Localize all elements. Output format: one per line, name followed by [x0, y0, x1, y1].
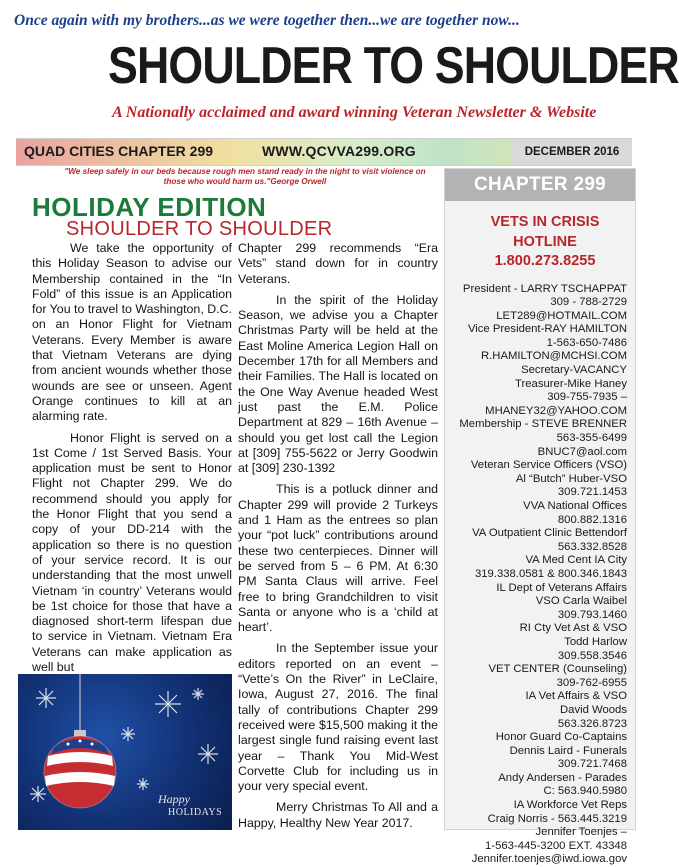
contact-line: LET289@HOTMAIL.COM	[445, 310, 627, 324]
masthead-title: SHOULDER TO SHOULDER	[108, 36, 564, 96]
contact-line: Todd Harlow	[445, 636, 627, 650]
paragraph: This is a potluck dinner and Chapter 299 will provide 2 Turkeys and 1 Ham as the entrees so plan your “pot luck” contributions around these two centerpieces. Dinner will be served from 5 – 6 PM. At 6:30 PM Santa Claus will arrive. Feel free to bring Grandchildren to visit Santa or anyone who is a ‘child at heart’.	[238, 482, 438, 635]
contact-line: C: 563.940.5980	[445, 785, 627, 799]
contact-line: VSO Carla Waibel	[445, 595, 627, 609]
contact-line: Andy Andersen - Parades	[445, 772, 627, 786]
contact-line: Jennifer Toenjes –	[445, 826, 627, 840]
chapter-banner	[16, 138, 632, 166]
subheadline: SHOULDER TO SHOULDER	[66, 218, 332, 241]
contact-line: Treasurer-Mike Haney	[445, 378, 627, 392]
masthead-subtitle: A Nationally acclaimed and award winning Veteran Newsletter & Website	[112, 104, 642, 122]
article-column-2	[238, 241, 438, 826]
paragraph: Merry Christmas To All and a Happy, Healthy New Year 2017.	[238, 800, 438, 831]
contact-line: RI Cty Vet Ast & VSO	[445, 622, 627, 636]
contact-line: 309-762-6955	[445, 677, 627, 691]
image-happy-text: Happy	[158, 792, 190, 807]
contact-line: 309.793.1460	[445, 609, 627, 623]
contact-line: 800.882.1316	[445, 514, 627, 528]
contact-line: 309.558.3546	[445, 650, 627, 664]
contact-line: President - LARRY TSCHAPPAT	[445, 283, 627, 297]
contact-line: IA Workforce Vet Reps	[445, 799, 627, 813]
crisis-line: HOTLINE	[455, 233, 635, 253]
contact-line: Veteran Service Officers (VSO)	[445, 459, 627, 473]
contact-list	[445, 283, 635, 867]
contact-line: IA Vet Affairs & VSO	[445, 690, 627, 704]
orwell-quote: "We sleep safely in our beds because rough men stand ready in the night to visit violence on those who would harm us."George Orwell	[60, 167, 430, 187]
paragraph: Chapter 299 recommends “Era Vets” stand down for in country Veterans.	[238, 241, 438, 287]
tagline: Once again with my brothers...as we were together then...we are together now...	[14, 12, 634, 30]
contact-line: VA Outpatient Clinic Bettendorf	[445, 527, 627, 541]
contact-line: 309.721.1453	[445, 486, 627, 500]
contact-line: BNUC7@aol.com	[445, 446, 627, 460]
contact-line: 309.721.7468	[445, 758, 627, 772]
contact-line: 319.338.0581 & 800.346.1843	[445, 568, 627, 582]
banner-chapter: QUAD CITIES CHAPTER 299	[24, 143, 213, 159]
banner-date: DECEMBER 2016	[512, 139, 632, 165]
crisis-line: VETS IN CRISIS	[455, 213, 635, 233]
contact-line: 1-563-445-3200 EXT. 43348	[445, 840, 627, 854]
paragraph: In the September issue your editors reported on an event – “Vette’s On the River” in LeClaire, Iowa, August 27, 2016. The final tally of contributions Chapter 299 received were $15,500 making it the largest single fund raising event last year – Thank You Mid-West Corvette Club for including us in your very special event.	[238, 641, 438, 794]
headline: HOLIDAY EDITION	[32, 192, 266, 223]
contact-line: Membership - STEVE BRENNER	[445, 418, 627, 432]
contact-line: 309-755-7935 –	[445, 391, 627, 405]
contact-line: 1-563-650-7486	[445, 337, 627, 351]
paragraph: We take the opportunity of this Holiday Season to advise our Membership contained in the “In Fold” of this issue is an Application for You to travel to Washington, D.C. on an Honor Flight for Vietnam Veterans. Every Member is aware that Vietnam Veterans are dying from ancient wounds whether those wounds are see or unseen. Agent Orange continues to kill at an alarming rate.	[32, 241, 232, 425]
contact-line: IL Dept of Veterans Affairs	[445, 582, 627, 596]
contact-line: Craig Norris - 563.445.3219	[445, 813, 627, 827]
contact-line: VA Med Cent IA City	[445, 554, 627, 568]
contact-line: R.HAMILTON@MCHSI.COM	[445, 350, 627, 364]
contact-line: 563-355-6499	[445, 432, 627, 446]
contact-line: 563.326.8723	[445, 718, 627, 732]
contact-line: 563.332.8528	[445, 541, 627, 555]
contact-line: VET CENTER (Counseling)	[445, 663, 627, 677]
sidebar-title: CHAPTER 299	[445, 169, 635, 201]
paragraph: Honor Flight is served on a 1st Come / 1st Served Basis. Your application must be sent to Honor Flight not Chapter 299. We do recommend should you apply for the Honor Flight that you send a copy of your DD-214 with the application so there is no question of your service record. It is our understanding that the most unwell Vietnam ‘in country’ Veterans would be 1st choice for those that have a diagnosed short-term lifespan due to service in Vietnam. Vietnam Era Veterans can make application as well but	[32, 431, 232, 676]
article-column-1	[32, 241, 232, 661]
happy-holidays-image	[18, 674, 232, 830]
contact-line: Dennis Laird - Funerals	[445, 745, 627, 759]
contact-line: VVA National Offices	[445, 500, 627, 514]
contact-line: MHANEY32@YAHOO.COM	[445, 405, 627, 419]
contact-line: Vice President-RAY HAMILTON	[445, 323, 627, 337]
crisis-hotline	[445, 213, 635, 272]
paragraph: In the spirit of the Holiday Season, we advise you a Chapter Christmas Party will be held at the East Moline America Legion Hall on December 17th for all Members and their Families. The Hall is located on the One Way Avenue headed West just past the E.M. Police Department at 829 – 16th Avenue – should you get lost call the Legion at [309] 755-5622 or Jerry Goodwin at [309] 230-1392	[238, 293, 438, 477]
contact-line: Jennifer.toenjes@iwd.iowa.gov	[445, 853, 627, 867]
banner-website-link[interactable]: WWW.QCVVA299.ORG	[262, 143, 416, 159]
contact-line: Al “Butch” Huber-VSO	[445, 473, 627, 487]
contact-line: Secretary-VACANCY	[445, 364, 627, 378]
crisis-phone: 1.800.273.8255	[455, 252, 635, 272]
contact-line: 309 - 788-2729	[445, 296, 627, 310]
image-holidays-text: HOLIDAYS	[168, 807, 222, 818]
chapter-sidebar	[444, 168, 636, 830]
contact-line: Honor Guard Co-Captains	[445, 731, 627, 745]
contact-line: David Woods	[445, 704, 627, 718]
